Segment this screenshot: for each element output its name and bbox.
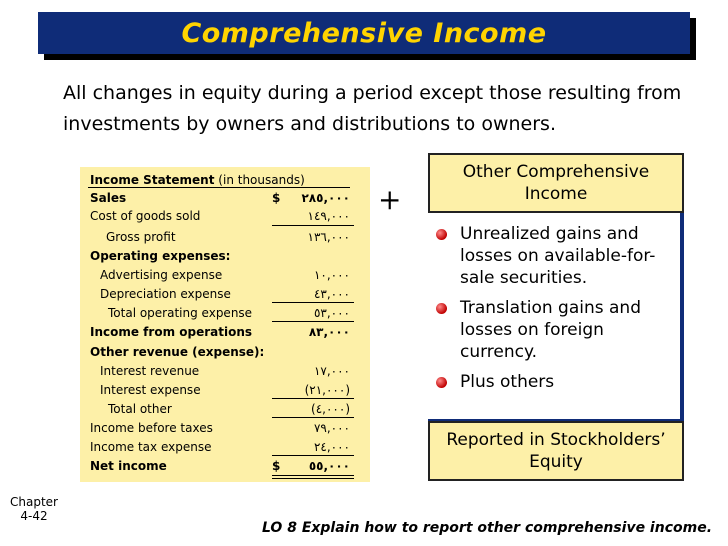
row-value: ١٤٩,٠٠٠ bbox=[307, 209, 350, 223]
bullet-icon bbox=[436, 229, 447, 240]
row-label: Total other bbox=[108, 402, 172, 416]
row-value: ١٣٦,٠٠٠ bbox=[307, 230, 350, 244]
row-label: Advertising expense bbox=[100, 268, 223, 282]
row-total-other bbox=[90, 400, 356, 418]
oci-bullet-list bbox=[428, 223, 668, 401]
row-interest-revenue bbox=[90, 362, 356, 380]
row-value: ٢٤,٠٠٠ bbox=[313, 440, 350, 454]
row-income-tax bbox=[90, 438, 356, 456]
row-gross-profit bbox=[90, 228, 356, 246]
dollar-sign: $ bbox=[272, 191, 281, 205]
oci-header: Other Comprehensive Income bbox=[428, 153, 684, 213]
net-income-underline-2 bbox=[272, 478, 354, 479]
interest-expense-underline bbox=[272, 398, 354, 399]
row-other-revenue-expense bbox=[90, 343, 356, 361]
bullet-text: Plus others bbox=[460, 372, 555, 392]
row-value: ٤٣,٠٠٠ bbox=[313, 287, 350, 301]
slide-title: Comprehensive Income bbox=[181, 17, 547, 49]
row-net-income bbox=[90, 457, 356, 475]
bullet-item bbox=[428, 223, 668, 289]
row-value: (٤,٠٠٠) bbox=[311, 402, 350, 416]
bullet-text: Unrealized gains and losses on available-for-sale securities. bbox=[460, 224, 656, 288]
row-cogs bbox=[90, 207, 356, 225]
total-other-underline bbox=[272, 417, 354, 418]
row-value: ١٠,٠٠٠ bbox=[313, 268, 350, 282]
header-underline bbox=[88, 187, 350, 188]
row-operating-expenses bbox=[90, 247, 356, 265]
row-label: Operating expenses: bbox=[90, 249, 231, 263]
row-label: Net income bbox=[90, 459, 167, 473]
bullet-icon bbox=[436, 303, 447, 314]
row-value: ٥٣,٠٠٠ bbox=[313, 306, 350, 320]
reported-in-equity: Reported in Stockholders’ Equity bbox=[428, 421, 684, 481]
row-label: Sales bbox=[90, 191, 127, 205]
chapter-label bbox=[10, 495, 58, 523]
row-label: Income before taxes bbox=[90, 421, 213, 435]
bullet-icon bbox=[436, 377, 447, 388]
row-depreciation bbox=[90, 285, 356, 303]
row-advertising bbox=[90, 266, 356, 284]
row-total-operating bbox=[90, 304, 356, 322]
total-operating-underline bbox=[272, 321, 354, 322]
dollar-sign: $ bbox=[272, 459, 281, 473]
row-label: Total operating expense bbox=[108, 306, 253, 320]
cogs-underline bbox=[272, 225, 354, 226]
row-sales bbox=[90, 189, 356, 207]
row-value: ٨٣,٠٠٠ bbox=[308, 325, 350, 339]
net-income-underline-1 bbox=[272, 475, 354, 476]
depreciation-underline bbox=[272, 302, 354, 303]
row-label: Gross profit bbox=[106, 230, 176, 244]
row-value: ٢٨٥,٠٠٠ bbox=[301, 191, 350, 205]
row-label: Cost of goods sold bbox=[90, 209, 201, 223]
row-label: Income tax expense bbox=[90, 440, 212, 454]
plus-sign: + bbox=[378, 183, 402, 216]
row-income-from-operations bbox=[90, 323, 356, 341]
row-income-before-taxes bbox=[90, 419, 356, 437]
row-value: ٧٩,٠٠٠ bbox=[313, 421, 350, 435]
bullet-item bbox=[428, 371, 668, 393]
row-value: (٢١,٠٠٠) bbox=[304, 383, 350, 397]
row-label: Income from operations bbox=[90, 325, 253, 339]
intro-text: All changes in equity during a period except those resulting from investments by owners and distributions to owners. bbox=[63, 82, 682, 135]
title-bar bbox=[38, 12, 690, 54]
row-label: Depreciation expense bbox=[100, 287, 231, 301]
bullet-item bbox=[428, 297, 668, 363]
row-interest-expense bbox=[90, 381, 356, 399]
bullet-text: Translation gains and losses on foreign currency. bbox=[460, 298, 641, 362]
income-tax-underline bbox=[272, 455, 354, 456]
chapter-word: Chapter bbox=[10, 495, 58, 509]
income-statement-title: Income Statement bbox=[90, 173, 215, 187]
row-value: ٥٥,٠٠٠ bbox=[308, 459, 350, 473]
income-statement bbox=[80, 167, 370, 482]
row-label: Interest revenue bbox=[100, 364, 200, 378]
chapter-number: 4-42 bbox=[20, 509, 48, 523]
learning-objective: LO 8 Explain how to report other comprehensive income. bbox=[262, 520, 713, 536]
row-value: ١٧,٠٠٠ bbox=[313, 364, 350, 378]
income-statement-note: (in thousands) bbox=[218, 173, 305, 187]
row-label: Other revenue (expense): bbox=[90, 345, 265, 359]
row-label: Interest expense bbox=[100, 383, 201, 397]
